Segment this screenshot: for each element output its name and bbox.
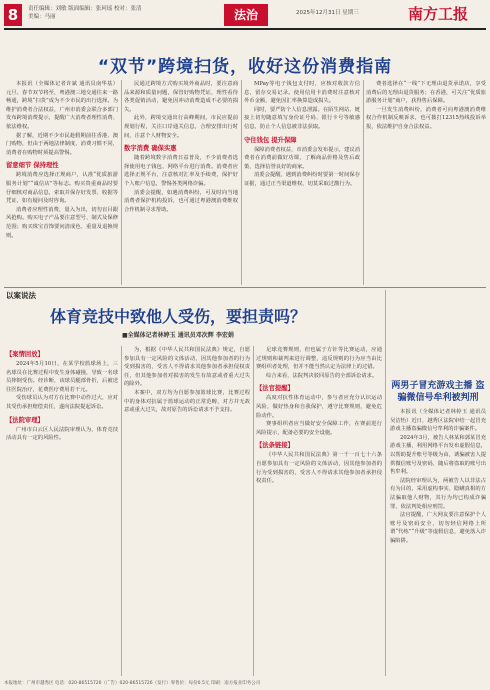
section-label: 法治 (224, 4, 268, 26)
divider (363, 80, 364, 285)
paragraph: 消委会提醒，如遇消费纠纷，可及时向当地消费者保护机构投诉，也可通过粤港澳消费维权合作机制寻求帮助。 (124, 189, 238, 213)
issue-date: 2025年12月31日 星期三 (296, 10, 359, 16)
paragraph: 法官提醒，广大网友要注意保护个人账号及密码安全，切勿轻信网络上所谓“代练”“升级”等虚假信息，避免落入诈骗陷阱。 (390, 512, 486, 544)
story2-col3-after2 (256, 451, 382, 485)
story1-col3-paragraphs (244, 80, 360, 132)
side-story-headline: 两男子冒充游戏主播 盗骗微信号牟利被判刑 (391, 381, 485, 403)
paragraph: 2024年5月10日，在某学校篮球场上，三名球员在比赛过程中发生身体碰撞，导致一名球员摔倒受伤。经诊断，该球员腿部骨折，后被送往医院治疗，花费医疗费用若干元。 (6, 361, 118, 393)
story1-subheading-2: 数字消费 确保实惠 (124, 145, 177, 153)
paragraph: 广州市白云区人民法院审理认为，体育竞技活动具有一定的风险性。 (6, 426, 118, 442)
story-separator (4, 287, 486, 288)
story2-col1-paragraphs (6, 360, 118, 412)
story1-col2-paragraphs (124, 80, 238, 140)
paragraph: 跨境消费应选择正规商户，认准“优质旅游服务计划”“诚信店”等标志。购买贵重商品时要仔细核对商品信息，索取并保存好发票、收据等凭证，如有疑问及时咨询。 (6, 172, 118, 205)
side-story-body (390, 408, 486, 676)
paragraph: 《中华人民共和国民法典》第一千一百七十六条 自愿参加具有一定风险的文体活动，因其他参加者的行为受到损害的，受害人不得请求其他参加者承担侵权责任。 (256, 452, 382, 485)
paragraph: 足球竞赛规则，但也属于方针等比赛运动，应通过规则和裁判来进行调整，违反规则的行为应当由比赛组织者处理，但并不能当然认定为法律上的过错。 (256, 347, 382, 371)
divider (121, 80, 122, 285)
divider (385, 290, 386, 676)
paragraph: 本案中，双方均为自愿参加篮球比赛，比赛过程中的身体对抗属于篮球运动的正常范畴，对方并无故意或重大过失，故对原告的诉讼请求不予支持。 (124, 389, 250, 414)
paragraph: 随着跨境数字消费日益普及，不少消费者选择使用电子钱包、网络平台进行消费。消费者应选择正规平台，注意核对汇率及手续费，保护好个人账户信息，警惕各类网络诈骗。 (124, 155, 238, 187)
paragraph: 此外，跨境交通出行高峰期间，市民应提前规划行程，关注口岸通关信息，合理安排出行时间，注意个人财物安全。 (124, 115, 238, 139)
paragraph: 民通过跨境方式购买境外商品时，要注意商品来源和质量问题，保管好购物凭证，理性看待各类促销活动，避免因冲动消费造成不必要的损失。 (124, 81, 238, 113)
story1-column-3 (244, 80, 360, 285)
paragraph: 高度对抗性体育运动中，参与者应充分认识运动风险，做好热身和自我保护，遵守比赛规则，避免危险动作。 (256, 395, 382, 419)
paragraph: 消委会提醒，遇到消费纠纷时要第一时间保存证据，通过正当渠道维权，切莫采取过激行为。 (244, 172, 360, 187)
paragraph: 法院经审理认为，两被告人以非法占有为目的，采用虚构事实、隐瞒真相的方法骗取他人财物，其行为均已构成诈骗罪，依法判处相应刑罚。 (390, 477, 486, 510)
divider (121, 346, 122, 676)
story1-col1-paragraphs (6, 80, 118, 157)
story2-col1-after (6, 426, 118, 443)
side-story-paragraphs (390, 408, 486, 546)
editor-credits: 责任编辑：刘敏 版面编辑：张珂瑶 校对：张清 美编：马丽 (28, 6, 142, 20)
paragraph: 赛事组织者应当做好安全保障工作，在赛前进行风险提示，配备必要的安全设施。 (256, 421, 382, 436)
story2-byline: ■全媒体记者林婷玉 通讯员邓次辉 李宏娟 (122, 332, 234, 339)
paragraph: 保障消费者权益，市消委会发布提示，建议消费者在消费前做好功课，了解商品价格及售后政策，选择信誉良好的商家。 (244, 146, 360, 170)
paragraph: 消费者应理性消费，量入为出，切勿盲目跟风抢购。购买电子产品要注意型号、制式及保修范围；购买珠宝首饰要问清成色、重量及退换规则。 (6, 206, 118, 239)
divider (253, 346, 254, 676)
paragraph: 综合来看，法院判决驳回原告的全部诉讼请求。 (266, 372, 378, 379)
story2-headline: 体育竞技中致他人受伤，要担责吗？ (50, 307, 307, 326)
story2-col3-paragraphs (256, 346, 382, 380)
paragraph: 受伤球员认为对方在比赛中动作过大，应对其受伤承担赔偿责任，遂向法院提起诉讼。 (6, 395, 118, 410)
story2-column-1 (6, 346, 118, 676)
story1-column-2 (124, 80, 238, 285)
story1-column-1 (6, 80, 118, 285)
story2-column-2 (124, 346, 250, 676)
story2-subheading-trial: 【法院审理】 (6, 416, 44, 424)
story1-column-4 (366, 80, 486, 285)
story2-subheading-case: 【案情回放】 (6, 351, 44, 358)
story1-col4-paragraphs (366, 80, 486, 132)
story2-kicker: 以案说法 (6, 291, 36, 300)
footer-info: 本报地址：广州市越秀区 电话：020-86515720（广告）020-86515726（发行）零售价：每份0.5元 印刷：南方报业印务公司 (4, 681, 261, 686)
story2-column-3 (256, 346, 382, 676)
story2-col3-after (256, 394, 382, 437)
story1-subheading-3: 守住钱包 提升保障 (244, 136, 297, 144)
paragraph: 据了解，近期不少市民趁假期前往香港、澳门购物，但由于两地法律制度、消费习惯不同，消费者在购物时须提高警惕。 (6, 132, 118, 156)
paragraph: 本报讯（全媒体记者许斌 通讯员南华基）元旦、春节双节将至，粤港澳三地交通往来一路畅通，跨境“扫货”成为不少市民的出行选择。为维护消费者合法权益，广州市消委会联合多部门发布跨境消费提示，提醒广大消费者理性消费、依法维权。 (6, 81, 118, 130)
masthead-rule (4, 28, 486, 30)
paragraph: MPay等电子钱包支付时，应核对收款方信息，留存交易记录。使用信用卡消费时注意核对外币金额，避免因汇率换算造成损失。 (244, 81, 360, 105)
story1-col1-after (6, 171, 118, 240)
story1-col3-after (244, 146, 360, 189)
story1-subheading-1: 留意细节 保持理性 (6, 162, 59, 170)
paragraph: 为，根据《中华人民共和国民法典》规定，自愿参加具有一定风险的文体活动，因其他参加者的行为受到损害的，受害人不得请求其他参加者承担侵权责任，但其他参加者对损害的发生有故意或者重大过失的除外。 (124, 347, 250, 388)
story2-subheading-law: 【法条链接】 (256, 442, 294, 450)
paragraph: 费者选择在“一线”下无理由退货承诺店，享受消费后的无理由退货服务；在香港，可关注“优质旅游服务计划”商户，获得售后保障。 (366, 81, 486, 105)
main-headline: “双节”跨境扫货，收好这份消费指南 (97, 57, 393, 77)
paragraph: 本报讯（全媒体记者林婷玉 通讯员吴洁怡）近日，越秀区法院审结一起冒充游戏主播盗骗微信号牟利的诈骗案件。 (390, 409, 486, 433)
story2-col2-paragraphs (124, 346, 250, 415)
page-number: 8 (4, 4, 22, 26)
paragraph: 同时，要严防个人信息泄露。在陌生网站、链接上切勿随意填写身份证号码、银行卡号等敏感信息，防止个人信息被非法获取。 (244, 106, 360, 130)
paragraph: 2024年3月，被告人林某和郭某冒充游戏主播，利用网络平台发布虚假信息，以帮助提升账号等级为由，诱骗被害人提供微信账号及密码，随后将盗取的账号出售牟利。 (390, 434, 486, 476)
masthead (0, 0, 490, 44)
newspaper-logo: 南方工报 (408, 5, 469, 23)
divider (241, 80, 242, 285)
story1-col2-after (124, 154, 238, 214)
story2-subheading-judge: 【法官提醒】 (256, 385, 294, 393)
paragraph: 一旦发生消费纠纷，消费者可向粤港澳消费维权合作机制反映诉求，也可拨打12315热线投诉举报，依法维护自身合法权益。 (366, 106, 486, 130)
